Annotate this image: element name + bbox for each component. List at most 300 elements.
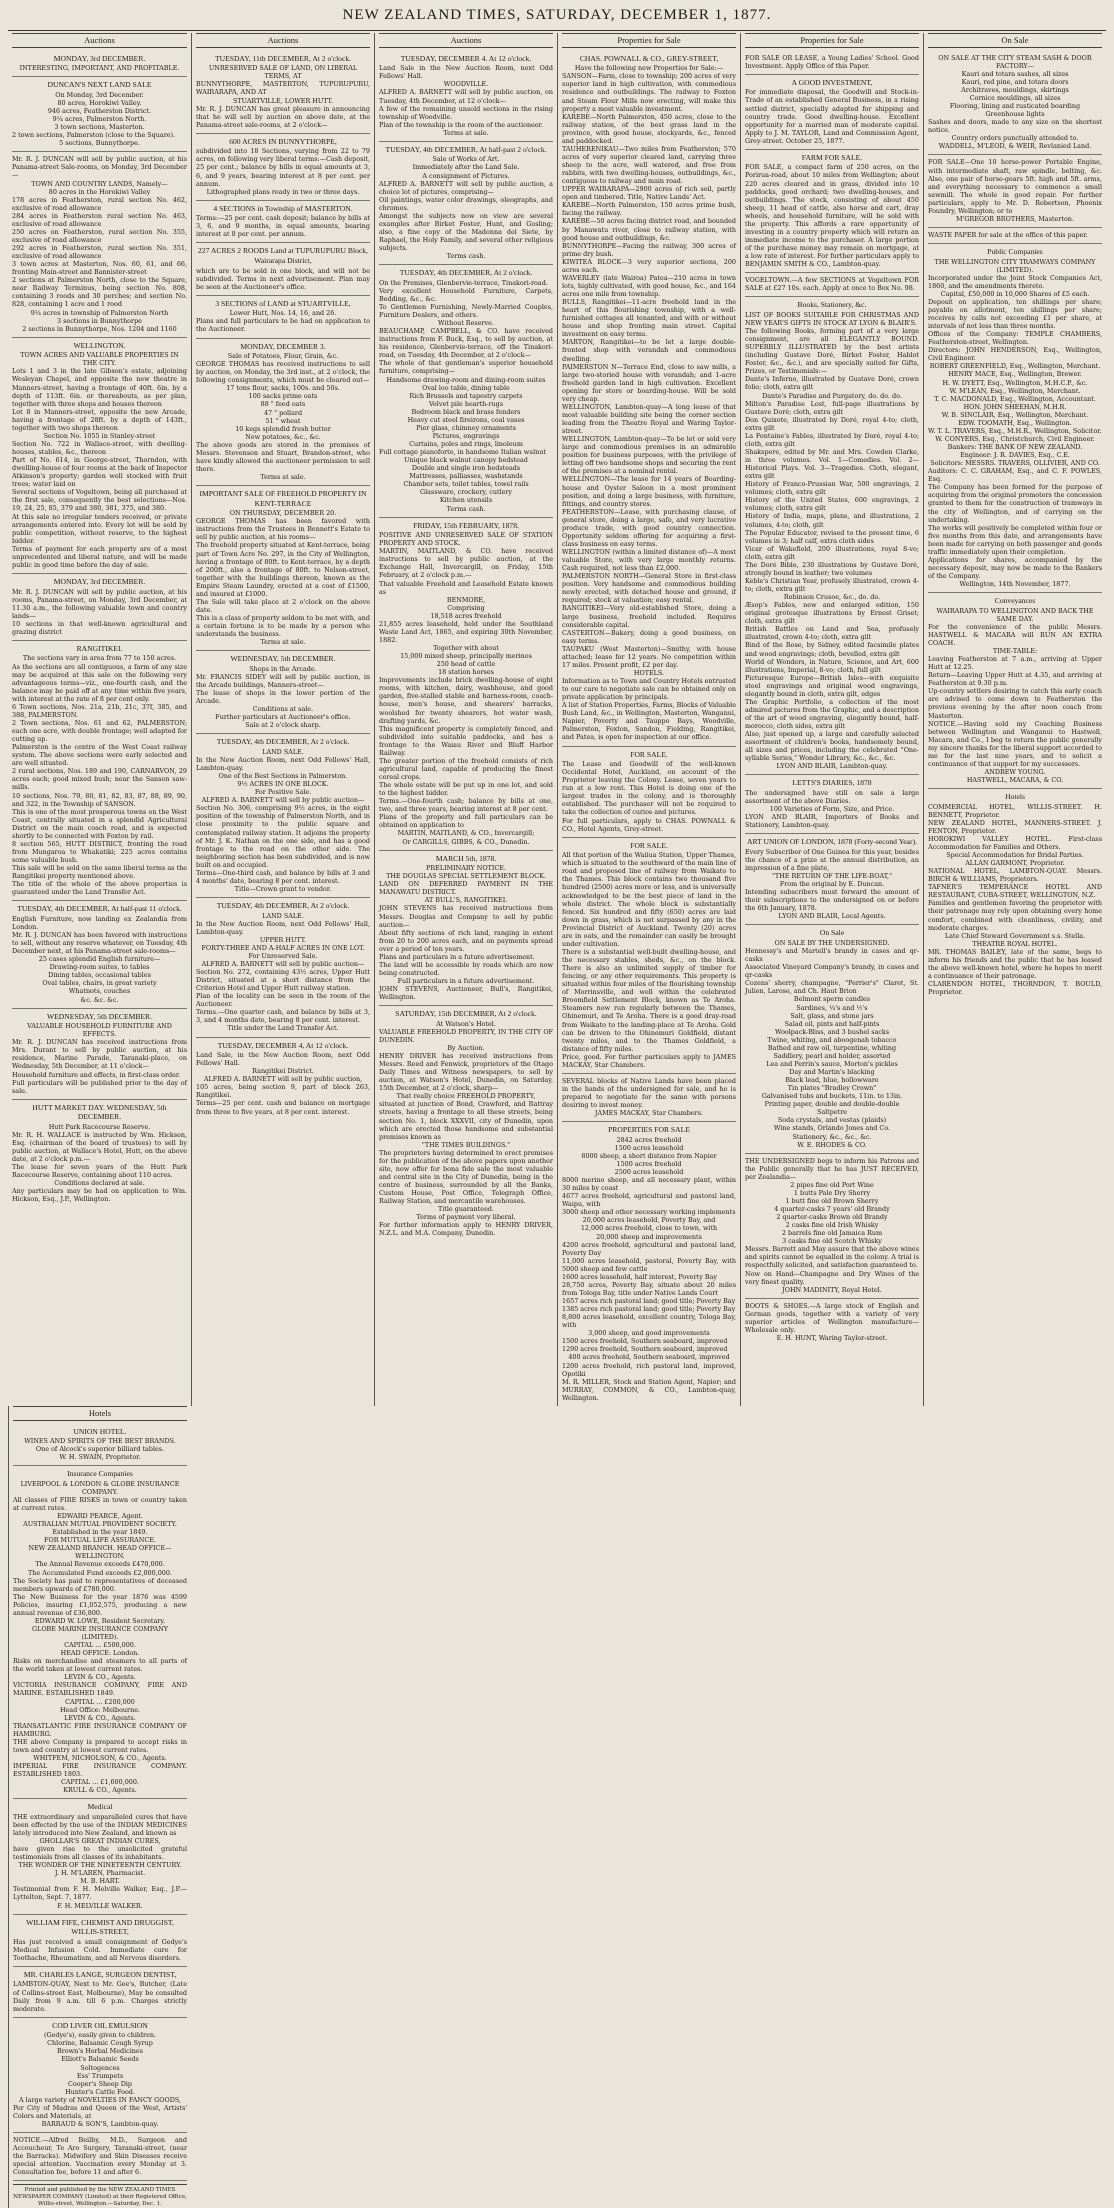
ad-text: Terms.—One-fourth cash; balance by bills at one, two, and three years, bearing interest at 8 per cent. xyxy=(379,797,553,814)
ad-text: Chamber sets, toilet tables, towel rails xyxy=(403,480,529,489)
column-1 xyxy=(8,33,191,1406)
ad-text: WOODVILLE. xyxy=(443,80,489,89)
ad-text: 47 " pollard xyxy=(263,408,303,417)
ad-title: TUESDAY, 4th DECEMBER, At 2 o'clock. xyxy=(216,901,350,911)
ad-text: A list of Station Properties, Farms, Blocks of Valuable Bush Land, &c., in Wellington, Masterton, Wanganui, Napier, Poverty and Tauppo Bays, Woodville, Palmerston, Foxton, Sandon, Fielding, Rangitikei, and Patea, is open for inspection at our office. xyxy=(562,701,736,742)
advertisement xyxy=(13,1799,187,1914)
ad-text: Offices of the Company: TEMPLE CHAMBERS, Featherston-street, Wellington. xyxy=(928,330,1102,347)
ad-text: Bedroom black and brass fenders xyxy=(411,407,521,416)
ad-text: W. CONYERS, Esq., Christchurch, Civil Engineer. xyxy=(935,434,1095,443)
ad-text: Plan of the locality can be seen in the room of the Auctioneer. xyxy=(196,992,370,1009)
ad-text: RANGITIKEI—Very old-established Store, doing a large business, freehold included. Requires considerable capital. xyxy=(562,604,736,629)
ad-text: Established in the year 1849. xyxy=(52,1528,148,1537)
ad-title: MR. CHARLES LANGE, SURGEON DENTIST, xyxy=(23,1969,177,1979)
ad-text: THE DOUGLAS SPECIAL SETTLEMENT BLOCK. xyxy=(386,872,546,881)
ad-text: 9¼ acres in township of Palmerston North xyxy=(30,308,169,317)
advertisement xyxy=(745,51,919,75)
ad-text: Wine stands, Orlando Jones and Co. xyxy=(773,1124,891,1133)
ad-text: The Society has paid to representatives of deceased members upwards of £780,000. xyxy=(13,1576,187,1593)
ad-text: 3 town acres at Masterton, Nos. 60, 61, and 66, fronting Main-street and Bannister-street xyxy=(12,260,187,277)
ad-text: Palmerston is the centre of the West Coast railway system. The above sections were early selected and are well situated. xyxy=(12,743,187,768)
ad-text: Mr. FRANCIS SIDEY will sell by public auction, in the Arcade buildings, Manners-street— xyxy=(196,672,370,689)
ad-text: Curtains, poles and rings, linoleum xyxy=(409,440,523,449)
ad-text: By Auction. xyxy=(447,1043,485,1052)
ad-text: 28,750 acres, Poverty Bay, situate about 20 miles from Tologa Bay, title under Native Lands Court xyxy=(562,1280,736,1297)
ad-text: WHITFEM, NICHOLSON, & CO., Agents. xyxy=(33,1753,167,1762)
ad-text: W. E. RHODES & CO. xyxy=(797,1140,867,1149)
ad-text: 946 acres, Featherston District. xyxy=(47,107,152,116)
ad-text: The New Business for the year 1876 was 4599 Policies, insuring £1,052,575, producing a new annual revenue of £36,800. xyxy=(13,1592,187,1617)
ad-text: 9½ ACRES IN ONE BLOCK. xyxy=(237,780,329,789)
ad-text: Incorporated under the Joint Stock Companies Act, 1860, and the amendments thereto. xyxy=(928,273,1102,290)
ad-text: Have the following new Properties for Sale:— xyxy=(574,64,724,73)
ad-text: J. H. M'LAREN, Pharmacist. xyxy=(54,1869,146,1878)
advertisement xyxy=(196,734,370,898)
ad-text: JOHN STEVENS, Auctioneer, Bull's, Rangitikei, Wellington. xyxy=(379,985,553,1002)
ad-text: For immediate disposal, the Goodwill and Stock-in-Trade of an established General Business, in a rising settled district, specially adapted for shipping and country trade. Good dwelling-house. Excellent opportunity for a married man of moderate capital. Apply to J. M. TAYLOR, Land and Commission Agent, Grey-street. October 25, 1877. xyxy=(745,88,919,145)
ad-text: which are to be sold in one block, and will not be subdivided. Terms in next advertisement. Plan may be seen at the Auctioneer's office. xyxy=(196,266,370,291)
ad-text: NOTICE.—Having sold my Coaching Business between Wellington and Wanganui to Hastwell, Macara, and Co., I beg to return the public generally my sincere thanks for the liberal support accorded to me for the last nine years, and to solicit a continuance of that support for my successors. xyxy=(928,719,1102,768)
ad-text: GEORGE THOMAS has received instructions to sell by auction, on Monday, the 3rd inst., at 2 o'clock, the following consignments, which must be cleared out— xyxy=(196,360,370,385)
advertisement xyxy=(562,1122,736,1406)
ad-text: WELLINGTON, Lambton-quay—To be let or sold very large and commodious premises in an admirable position for business purposes, with the privilege of letting off two handsome shops and securing the rent of the premises at a nominal rental. xyxy=(562,435,736,476)
ad-text: Cozens' sherry, champagne, "Perrier's" Claret, St. Julien, Larose, and Ch. Haut Brion xyxy=(745,979,919,996)
ad-text: The land will be accessible by roads which are now being constructed. xyxy=(379,960,553,977)
ad-text: Bind of the Rose, by Sidney, edited facsimile plates and wood engravings; cloth, bevelled, extra gilt xyxy=(745,641,919,658)
ad-text: The following Books, forming part of a very large consignment, are all ELEGANTLY BOUND. SUPERBLY ILLUSTRATED by the best artists (including Gustave Doré, Birket Foster, Hablot Foster, &c., &c.), and are specially suited for Gifts, Prizes, or Testimonials:— xyxy=(745,327,919,376)
ad-text: AT BULL'S, RANGITIKEI. xyxy=(424,896,508,905)
ad-text: Terms cash. xyxy=(446,504,486,513)
ad-title: TUESDAY, DECEMBER 4. At 12 o'clock. xyxy=(400,53,532,63)
ad-text: HON. JOHN SHEEHAN, M.H.R. xyxy=(963,402,1067,411)
ad-text: 9¼ acres, Palmerston North. xyxy=(52,115,147,124)
advertisement xyxy=(379,142,553,265)
ad-text: Double and single iron bedsteads xyxy=(411,464,521,473)
ad-text: HOROKIWI VALLEY HOTEL. First-class Accommodation for Families and Others. xyxy=(928,834,1102,851)
advertisement xyxy=(562,747,736,838)
ad-text: 80 acres in the Horokiwi Valley xyxy=(48,187,151,196)
ad-text: 3 sections in Bunnythorpe xyxy=(57,316,142,325)
ad-text: 250 head of cattle xyxy=(436,660,496,669)
ad-text: Household furniture and effects, in first-class order. xyxy=(12,1070,181,1079)
advertisement xyxy=(379,51,553,142)
ad-text: ALLAN GARMONT, Proprietor. xyxy=(965,859,1065,868)
ad-text: 4677 acres freehold, agricultural and pastoral land, Waipu, with xyxy=(562,1192,736,1209)
ad-text: 20,000 sheep and improvements xyxy=(596,1232,702,1241)
ad-title: PROPERTIES FOR SALE xyxy=(608,1125,690,1135)
ad-text: The sections vary in area from 77 to 150 acres. xyxy=(22,654,177,663)
ad-text: Oval tables, chairs, in great variety xyxy=(42,979,157,988)
ad-title: 227 ACRES 2 ROODS Land at TUPURUPURU Block, Wairarapa District, xyxy=(198,246,368,266)
ad-text: Whatnots, couches xyxy=(68,987,131,996)
ad-text: TAUPAKU (West Masterton)—Smithy, with house attached; lease for 12 years. No competition within 17 miles. Present profit, £2 per day. xyxy=(562,644,736,669)
ad-text: Terms at sale. xyxy=(260,638,306,647)
ad-text: The Graphic Portfolio, a collection of the most admired pictures from the Graphic, and a description of the art of wood engraving, elegantly bound, half-morocco, cloth sides, extra gilt xyxy=(745,697,919,731)
ad-text: Oil paintings, water color drawings, oleographs, and chromos. xyxy=(379,195,553,212)
ad-text: W. T. L. TRAVERS, Esq., M.H.R., Wellington, Solicitor. xyxy=(928,426,1102,435)
advertisement xyxy=(562,1074,736,1122)
ad-text: MARTIN, MAITLAND, & CO., Invercargill; xyxy=(397,829,535,838)
ad-text: Shakspere, edited by Mr. and Mrs. Cowden Clarke, in three volumes. Vol. 1—Comedies. Vol. 2—Historical Plays. Vol. 3—Tragedies. Cloth, elegant, extra gilt xyxy=(745,447,919,481)
ad-text: Title under the Land Transfer Act. xyxy=(227,1024,339,1033)
ad-title: Hotels xyxy=(1005,792,1025,802)
ad-text: Lot 8 in Manners-street, opposite the new Arcade, having a frontage of 28ft. by a depth of 143ft., together with two shops thereon xyxy=(12,407,187,432)
ad-text: M. R. MILLER, Stock and Station Agent, Napier; and MURRAY, COMMON, & CO., Lambton-quay, Wellington. xyxy=(562,1377,736,1402)
ad-text: English Furniture, now landing ex Zealandia from London. xyxy=(12,914,187,931)
ad-text: 2 sections in Bunnythorpe, Nos. 1204 and 1160 xyxy=(22,324,177,333)
ad-text: TAFNER'S TEMPERANCE HOTEL AND RESTAURANT, CUBA-STREET, WELLINGTON, N.Z. xyxy=(928,883,1102,900)
ad-text: 88 " feed oats xyxy=(260,400,306,409)
advertisement xyxy=(196,51,370,134)
ad-text: VALUABLE HOUSEHOLD FURNITURE AND EFFECTS. xyxy=(27,1022,172,1039)
ad-title: On Sale xyxy=(819,928,845,938)
ad-text: Kitchen utensils xyxy=(439,496,493,505)
ad-text: Pictures, engravings xyxy=(432,431,500,440)
ad-text: Sashes and doors, made to any size on the shortest notice. xyxy=(928,118,1102,135)
ad-text: Title—Crown grant to vendor. xyxy=(234,884,332,893)
ad-text: Solicitors: MESSRS. TRAVERS, OLLIVIER, AND CO. xyxy=(930,459,1100,468)
ad-text: Return—Leaving Upper Hutt at 4.35, and arriving at Featherston at 9.30 p.m. xyxy=(928,671,1102,688)
ad-text: Bankers: THE BANK OF NEW ZEALAND. xyxy=(947,443,1083,452)
ad-text: 10 kegs splendid fresh butter xyxy=(235,424,331,433)
ad-text: In the New Auction Room, next Odd Fellows' Hall, Lambton-quay. xyxy=(196,755,370,773)
advertisement xyxy=(745,75,919,150)
ad-title: WELLINGTON. xyxy=(73,340,126,350)
advertisement xyxy=(928,155,1102,228)
ad-text: Leaving Featherston at 7 a.m., arriving at Upper Hutt at 12.25. xyxy=(928,655,1102,672)
ad-text: ALFRED A. BARNETT will sell by public auction— xyxy=(201,959,365,968)
ad-text: Soltogences xyxy=(80,2063,120,2072)
ad-text: 18,518 acres freehold xyxy=(430,611,502,620)
advertisement xyxy=(12,641,187,901)
advertisement xyxy=(13,1466,187,1799)
ad-text: Glassware, crockery, cutlery xyxy=(419,488,513,497)
ad-text: MR. THOMAS BAILEY, late of the same, begs to inform his friends and the public that he has leased the above well-known hotel, where he hopes to merit a continuance of their patronage. xyxy=(928,947,1102,980)
column-header: Auctions xyxy=(196,33,370,48)
column-header: Auctions xyxy=(379,33,553,48)
ad-text: Sale at 2 o'clock sharp. xyxy=(245,721,321,730)
ad-text: 1500 acres freehold xyxy=(616,1159,682,1168)
advertisement xyxy=(745,775,919,834)
ad-title: 600 ACRES IN BUNNYTHORPE, xyxy=(229,136,337,146)
ad-text: M'GREGOR BROTHERS, Masterton. xyxy=(956,214,1074,223)
ad-text: FOR SALE—One 10 horse-power Portable Engine, with intermediate shaft, raw spindle, belting, &c. Also, one pair of horse-gears 5ft. high and 5ft. arms, and everything necessary to commence a small sawmill. The whole in good repair. For further particulars, apply to Mr. D. Robertson, Phoenix Foundry, Wellington; or to xyxy=(928,158,1102,215)
ad-text: 2 casks fine old Irish Whisky xyxy=(785,1221,879,1230)
ad-text: JAMES MACKAY, Star Chambers. xyxy=(594,1109,704,1118)
advertisement xyxy=(12,51,187,78)
ad-text: Day and Martin's blacking xyxy=(789,1068,875,1077)
ad-text: Black lead, blue, hollowware xyxy=(785,1076,879,1085)
ad-text: Elliott's Balsamic Seeds xyxy=(61,2055,139,2064)
ad-text: Mattresses, palliasses, washstands xyxy=(409,472,523,481)
ad-text: Together with about xyxy=(433,644,499,653)
ad-text: THE WELLINGTON CITY TRAMWAYS COMPANY (LIMITED). xyxy=(934,257,1096,274)
ad-title: FOR SALE. xyxy=(630,749,668,759)
ad-text: On Monday, 3rd December. xyxy=(55,90,144,99)
ad-text: LEVIN & CO., Agents. xyxy=(64,1673,136,1682)
ad-title: CHAS. POWNALL & CO., GREY-STREET, xyxy=(579,53,719,63)
ad-text: 8 section 565, HUTT DISTRICT, fronting the road from Mungaroa to Whakatiki; 225 acres contains some valuable bush. xyxy=(12,839,187,865)
ad-text: Engineer: J. R. DAVIES, Esq., C.E. xyxy=(960,451,1070,460)
ad-title: Medical xyxy=(87,1802,113,1812)
ad-text: NEW ZEALAND BRANCH. HEAD OFFICE—WELLINGTON. xyxy=(28,1544,172,1561)
ad-text: Robinson Crusoe, &c., do. do. xyxy=(783,593,881,602)
ad-text: Comprising xyxy=(447,603,485,612)
advertisement xyxy=(562,838,736,1074)
ad-text: WASTE PAPER for sale at the office of this paper. xyxy=(928,230,1088,239)
ad-text: Has just received a small consignment of Gedye's Medical Infusion Cold. Immediate cure for Toothache, Rheumatism, and all Nervous disorders. xyxy=(13,1937,187,1962)
ad-text: The proprietors having determined to erect premises for the publication of the above papers upon another site, now offer for bona fide sale the most valuable and central site in the City of Dunedin, being in the centre of business, surrounded by all the Banks, Custom House, Post Office, Telegraph Office, Railway Station, and mercantile warehouses. xyxy=(379,1148,553,1206)
ad-text: Improvements include brick dwelling-house of eight rooms, with kitchen, dairy, washhouse, and good garden, five-stalled stable and harness-room, coach-house, men's house, and shearers' barracks, woolshed for twenty shearers, hot water wash, drafting yards, &c. xyxy=(379,676,553,725)
ad-text: BENMORE, xyxy=(446,595,486,604)
ad-text: 10 sections, Nos. 79, 80, 81, 82, 83, 87, 88, 89, 90, and 322, in the Township of SANSON. xyxy=(12,791,187,808)
ad-text: 292 acres in Featherston, rural section No. 351, exclusive of road allowance xyxy=(12,244,187,261)
ad-text: Wellington, 14th November, 1877. xyxy=(959,580,1071,589)
advertisement xyxy=(196,134,370,201)
ad-text: 1600 acres leasehold, half interest, Poverty Bay xyxy=(562,1272,717,1281)
ad-text: Twine, whiting, and aboogenah tobacco xyxy=(767,1035,897,1044)
ad-text: Immediately after the Land Sale. xyxy=(412,163,520,172)
advertisement xyxy=(928,228,1102,244)
ad-text: 21,855 acres leasehold, held under the Southland Waste Land Act, 1865, and expiring 30th November, 1882. xyxy=(379,619,553,644)
ad-title: 3 SECTIONS of LAND at STUARTVILLE, xyxy=(215,298,351,308)
ad-text: 4 quarter-casks 7 years' old Brandy xyxy=(774,1205,890,1214)
ad-title: Insurance Companies xyxy=(67,1469,133,1479)
ad-text: Full particulars will be published prior to the day of sale. xyxy=(12,1078,187,1095)
ad-text: Mr. R. J. DUNCAN has great pleasure in announcing that he will sell by auction on above date, at the Panama-street sale-rooms, at 2 o'clock— xyxy=(196,104,370,129)
ad-text: There is a substantial well-built dwelling-house, and the necessary stables, sheds, &c., on the block. There is also an unlimited supply of timber for fencing, or any other requirements. This property is situated within four miles of the flourishing township of Morrinsville, and well within the celebrated Broomfield Settlement Block, known as Te Aroha. Steamers now run regularly between the Thames, Ohinemuri, and Te Aroha. There is a good dray-road from Waikato to the landing-place at Te Aroha. Gold can be driven to the Ohinemuri Goldfield, distant twenty miles, and to the Thames Goldfield, a distance of fifty miles. xyxy=(562,947,736,1053)
ad-text: EDWARD PEARCE, Agent. xyxy=(57,1512,143,1521)
ad-text: The whole estate will be put up in one lot, and sold to the highest bidder. xyxy=(379,781,553,798)
ad-text: Printing paper, double and double-double xyxy=(764,1100,900,1109)
ad-text: On the Premises, Glenbervie-terrace, Tinakori-road. xyxy=(379,278,548,287)
ad-text: 2 town sections, Palmerston (close to the Square). xyxy=(12,131,176,140)
ad-text: KAREBE—North Palmerston, 150 acres prime bush, facing the railway. xyxy=(562,201,736,218)
ad-text: PRELIMINARY NOTICE. xyxy=(426,864,506,873)
ad-text: Plans of the property and full particulars can be obtained on application to xyxy=(379,813,553,830)
ad-text: WELLINGTON (within a limited distance of)—A most valuable Store, with very large monthly returns. Cash required, not less than £2,000. xyxy=(562,548,736,573)
ad-text: The title of the whole of the above properties is guaranteed under the Land Transfer Act. xyxy=(12,880,187,897)
advertisement xyxy=(12,1100,187,1208)
ad-text: THE above Company is prepared to accept risks in town and country at lowest current rates. xyxy=(13,1737,187,1754)
ad-text: For Unreserved Sale. xyxy=(248,951,318,960)
ad-text: ROBERT GREENFIELD, Esq., Wellington, Merchant. xyxy=(929,362,1101,371)
ad-title: MONDAY, 3rd DECEMBER. xyxy=(53,53,146,63)
ad-text: Drawing-room suites, to tables xyxy=(49,963,150,972)
ad-text: Tin plates "Bradley Crown" xyxy=(787,1084,877,1093)
ad-text: F. H. MELVILLE WALKER. xyxy=(57,1901,143,1910)
advertisement xyxy=(12,77,187,152)
advertisement xyxy=(928,244,1102,593)
ad-text: UPPER HUTT. xyxy=(259,935,307,944)
ad-text: Pier glass, chimney ornaments xyxy=(416,423,516,432)
ad-text: BULLS, Rangitikei—11-acre freehold land in the heart of this flourishing township, with a well-furnished cottages all tenanted, and with or without house and shop fronting main street. Capital investment on easy terms. xyxy=(562,298,736,339)
ad-text: INTERESTING, IMPORTANT, AND PROFITABLE. xyxy=(19,64,180,73)
ad-text: ON SALE AT THE CITY STEAM SASH & DOOR FACTORY— xyxy=(938,53,1092,70)
ad-text: MARTON, Rangitikei—to be let a large double-fronted shop with verandah and commodious dwelling. xyxy=(562,338,736,363)
advertisement xyxy=(745,1154,919,1299)
ad-text: The Lease and Goodwill of the well-known Occidental Hotel, Auckland, on account of the Proprietor leaving the Colony. Lease, seven years to run at a low rent. This Hotel is doing one of the largest trades in the colony, and is thoroughly established. The purchaser will not be required to take the collection of curios and pictures. xyxy=(562,760,736,817)
ad-text: 2842 acres freehold xyxy=(616,1135,682,1144)
ad-text: 11,000 acres leasehold, pastoral, Poverty Bay, with 5000 sheep and few cattle xyxy=(562,1256,736,1273)
ad-text: M. B. HART. xyxy=(80,1877,120,1886)
advertisement xyxy=(562,51,736,747)
ad-text: One of the Best Sections in Palmerston. xyxy=(218,772,348,781)
ad-text: Plan of the township is the room of the auctioneer. xyxy=(379,120,544,129)
ad-text: LIVERPOOL & LONDON & GLOBE INSURANCE COMPANY. xyxy=(20,1479,180,1496)
ad-text: 105 acres, being section 9, part of block 263, Rangitikei. xyxy=(196,1083,370,1100)
ad-text: Title guaranteed. xyxy=(438,1205,494,1214)
ad-text: ALFRED A. BARNETT will sell by public auction, a choice lot of pictures, comprising— xyxy=(379,179,553,196)
column-6 xyxy=(923,33,1106,1406)
ad-title: TUESDAY, DECEMBER 4, At 12 o'clock. xyxy=(217,1040,349,1050)
ad-text: Full particulars in a future advertisement. xyxy=(397,977,535,986)
ad-text: KAREBE—North Palmerston, 450 acres, close to the railway station, of the best grass land in the province, with good house, stockyards, &c., fenced and paddocked. xyxy=(562,112,736,145)
newspaper-columns xyxy=(8,33,1106,2208)
ad-text: To Gentlemen Furnishing, Newly-Married Couples, Furniture Dealers, and others. xyxy=(379,302,553,320)
ad-title: MONDAY, DECEMBER 3. xyxy=(240,341,326,351)
ad-text: BOOTS & SHOES.—A large stock of English and German goods, together with a variety of very superior articles of Wellington manufacture—Wholesale only. xyxy=(745,1301,919,1334)
ad-title: FARM FOR SALE. xyxy=(801,152,863,162)
ad-text: Kauri, red pine, and totara doors xyxy=(961,77,1069,86)
ad-title: WEDNESDAY, 5th DECEMBER. xyxy=(46,1011,153,1021)
ad-text: Velvet pile hearth-rugs xyxy=(429,399,503,408)
ad-text: 20,000 acres leasehold, Poverty Bay, and xyxy=(582,1216,716,1225)
ad-text: History of the United States, 600 engravings, 2 volumes; cloth, extra gilt xyxy=(745,496,919,513)
ad-text: Soda crystals, and vestas (plaids) xyxy=(777,1116,887,1125)
ad-text: TOWN AND COUNTRY LANDS, Namely— xyxy=(31,179,168,188)
ad-text: Belmont sperm candles xyxy=(793,995,871,1004)
ad-text: Shops in the Arcade. xyxy=(249,664,317,673)
ad-text: Terms.—One quarter cash, and balance by bills at 3, 3, and 4 months date, bearing 8 per cent. interest. xyxy=(196,1008,370,1025)
ad-text: 4200 acres freehold, agricultural and pastoral land, Poverty Day xyxy=(562,1240,736,1257)
ad-text: LYON AND BLAIR, Local Agents. xyxy=(778,912,886,921)
ad-text: Mr. R. J. DUNCAN has been favored with instructions to sell, without any reserve whatever, on Tuesday, 4th December next, at his Panama-street sale-rooms— xyxy=(12,931,187,956)
ad-text: The Annual Revenue exceeds £470,000. xyxy=(35,1560,165,1569)
ad-text: One of Alcock's superior billiard tables. xyxy=(35,1445,165,1454)
ad-text: The greater portion of the freehold consists of rich agricultural land, capable of producing the finest cereal crops. xyxy=(379,756,553,782)
ad-text: Information as to Town and Country Hotels entrusted to our care to negotiate sale can be obtained only on private application by principals. xyxy=(562,677,736,702)
ad-text: The Accumulated Fund exceeds £2,000,000. xyxy=(28,1568,172,1577)
column-header: Properties for Sale xyxy=(562,33,736,48)
ad-text: For full particulars, apply to CHAS. POWNALL & CO., Hotel Agents, Grey-street. xyxy=(562,816,736,833)
ad-title: Books, Stationery, &c. xyxy=(797,300,867,310)
ad-text: CLARENDON HOTEL, THORNDON, T. BOULD, Proprietor. xyxy=(928,980,1102,997)
ad-title: A GOOD INVESTMENT, xyxy=(791,77,873,87)
ad-text: 6 Town sections, Nos. 21a, 21b, 21c, 37f, 385, and 388, PALMERSTON. xyxy=(12,702,187,719)
ad-text: Sale of Potatoes, Flour, Grain, &c. xyxy=(227,352,339,361)
ad-text: Plans and particulars in a future advertisement. xyxy=(379,952,535,961)
ad-text: Dante's Inferno, illustrated by Gustave Doré, crown folio; cloth, extra gilt xyxy=(745,375,919,392)
ad-text: VICTORIA INSURANCE COMPANY, FIRE AND MARINE. ESTABLISHED 1849. xyxy=(13,1681,187,1698)
ad-text: Æsop's Fables, new and enlarged edition, 150 original grotesque illustrations by Ernest Griset; cloth, extra gilt xyxy=(745,601,919,626)
ad-text: AUSTRALIAN MUTUAL PROVIDENT SOCIETY. xyxy=(23,1520,177,1529)
advertisement xyxy=(745,150,919,273)
ad-text: The Sale will take place at 2 o'clock on the above date. xyxy=(196,597,370,614)
ad-text: HENRY DRIVER has received instructions from Messrs. Reed and Fenwick, proprietors of the Otago Daily Times and Witness newspapers, to sell by auction, at Watson's Hotel, Dunedin, on Saturday, 15th December, at 2 o'clock, sharp— xyxy=(379,1052,553,1093)
ad-text: In the New Auction Room, next Odd Fellows' Hall, Lambton-quay. xyxy=(196,919,370,936)
ad-text: GEORGE THOMAS has been favored with instructions from the Trustees in Bennett's Estate to sell by public auction, at his rooms— xyxy=(196,517,370,542)
ad-text: Up-country settlers desiring to catch this early coach are advised to come down to Featherston the previous evening by the after noon coach from Masterton. xyxy=(928,687,1102,720)
ad-text: 18 station horses xyxy=(438,668,494,677)
advertisement xyxy=(13,2018,187,2133)
ad-text: That valuable Freehold and Leasehold Estate known as xyxy=(379,579,553,596)
ad-text: The lease for seven years of the Hutt Park Racecourse Reserve, containing about 110 acres. xyxy=(12,1163,187,1180)
ad-text: Further particulars at Auctioneer's office. xyxy=(215,713,351,722)
ad-text: FOR MUTUAL LIFE ASSURANCE. xyxy=(44,1536,156,1545)
ad-text: Now on Hand—Champagne and Dry Wines of the very finest quality. xyxy=(745,1269,919,1286)
ad-text: Sardines, ¼'s and ½'s xyxy=(796,1003,868,1012)
ad-text: IMPERIAL FIRE INSURANCE COMPANY. ESTABLISHED 1803. xyxy=(13,1762,187,1779)
ad-text: TIME-TABLE: xyxy=(992,647,1038,656)
ad-text: Picturesque Europe—British Isles—with exquisite steel engravings and original wood engravings, elegantly bound in cloth, extra gilt, edges xyxy=(745,673,919,698)
ad-text: TOWN ACRES AND VALUABLE PROPERTIES IN THE CITY. xyxy=(20,351,179,368)
ad-text: Without Reserve. xyxy=(438,319,494,328)
ad-text: CAPITAL ... £500,000. xyxy=(64,1641,136,1650)
ad-text: LAMBTON-QUAY, Next to Mr. Gee's, Butcher, (Late of Collins-street East, Melbourne), May be consulted Daily from 9 a.m. till 6 p.m. Charges strictly moderate. xyxy=(13,1980,187,2013)
ad-text: Saddlery, pearl and holder, assorted xyxy=(773,1051,891,1060)
ad-text: This magnificent property is completely fenced, and subdivided into suitable paddocks, and has a frontage to the Waiau River and Bluff Harbor Railway. xyxy=(379,724,553,757)
ad-text: HENRY MACE, Esq., Wellington, Brewer. xyxy=(948,370,1082,379)
ad-text: That really choice FREEHOLD PROPERTY, xyxy=(396,1092,536,1101)
ad-text: Mr. R. J. DUNCAN will sell by public auction, at his rooms, Panama-street, on Monday, 3rd December, at 11.30 a.m., the following valuable town and country lands— xyxy=(12,587,187,620)
ad-text: Every Subscriber of One Guinea for this year, besides the chance of a prize at the annual distribution, an impression of a fine plate, xyxy=(745,847,919,873)
advertisement xyxy=(379,265,553,517)
ad-text: FORTY-THREE AND A-HALF ACRES IN ONE LOT. xyxy=(201,943,365,952)
ad-text: FEATHERSTON—Lease, with purchasing clause, of general store, doing a large, safe, and very lucrative produce trade, with good country connection. Opportunity seldom offering for acquiring a first-class business on easy terms. xyxy=(562,507,736,548)
ad-text: VALUABLE FREEHOLD PROPERTY, IN THE CITY OF DUNEDIN. xyxy=(379,1027,553,1044)
ad-text: JOHN STEVENS has received instructions from Messrs. Douglas and Company to sell by public auction— xyxy=(379,904,553,929)
advertisement xyxy=(196,486,370,651)
ad-text: HOTELS. xyxy=(633,668,665,677)
ad-text: 15,000 mixed sheep, principally merinos xyxy=(400,652,532,661)
ad-text: The Company has been formed for the purpose of acquiring from the original promoters the concession granted to them for the construction of tramways in the city of Wellington, and of carrying on the undertaking. xyxy=(928,483,1102,524)
ad-text: THE extraordinary and unparalleled cures that have been effected by the use of the INDIAN MEDICINES lately introduced into New Zealand, and known as xyxy=(13,1812,187,1837)
ad-text: SEVERAL blocks of Native Lands have been placed in the hands of the undersigned for sale, and he is prepared to negotiate for the same with persons desiring to invest money. xyxy=(562,1076,736,1110)
ad-text: Sale of Works of Art. xyxy=(432,155,500,164)
ad-text: From the original by E. Duncan. xyxy=(779,880,885,889)
ad-title: FRIDAY, 15th FEBRUARY, 1878. xyxy=(413,520,519,530)
ad-text: The works will positively be completed within four or five months from this date, and arrangements have been made for carrying on both passenger and goods traffic immediately upon their completion. xyxy=(928,523,1102,556)
ad-text: 2 pipes fine old Port Wine xyxy=(790,1180,874,1189)
ad-text: KRULL & CO., Agents. xyxy=(63,1786,137,1795)
column-3 xyxy=(374,33,557,1406)
column-header: Properties for Sale xyxy=(745,33,919,48)
ad-text: UNRESERVED SALE OF LAND, ON LIBERAL TERMS, AT xyxy=(208,64,358,81)
ad-text: WAIRARAPA TO WELLINGTON AND BACK THE SAME DAY. xyxy=(936,606,1094,623)
ad-text: MARTIN, MAITLAND, & CO. have received instructions to sell by public auction, at the Exchange Hall, Invercargill, on Friday, 15th February, at 2 o'clock p.m.— xyxy=(379,547,553,580)
ad-text: COMMERCIAL HOTEL, WILLIS-STREET. H. BENNETT, Proprietor. xyxy=(928,802,1102,819)
ad-text: Unique black walnut canopy bedstead xyxy=(404,456,528,465)
advertisement xyxy=(928,51,1102,156)
ad-text: Price, good. For further particulars apply to JAMES MACKAY, Star Chambers. xyxy=(562,1052,736,1069)
ad-text: For further information apply to HENRY DRIVER, N.Z.L. and M.A. Company, Dunedin. xyxy=(379,1221,553,1238)
ad-title: Conveyances xyxy=(994,596,1036,606)
ad-text: PAIMERSTON N—Terrace End, close to saw mills, a large two-storied house with verandah; and 1-acre freehold garden land in high cultivation. Excellent opening for store or boarding-house. Will be sold very cheap. xyxy=(562,362,736,403)
ad-text: All that portion of the Waiiua Station, Upper Thames, which is situated to the southward of the main line of road and proposed line of railway from Waikato to the Thames. This block contains two thousand five hundred (2500) acres more or less, and is universally acknowledged to be the best piece of land in the whole district. The whole block is substantially fenced. Six hundred and fifty (650) acres are laid down in grass, which is not surpassed by any in the Provincial District of Auckland. Twenty (20) acres are in oats, and the remainder can easily be brought under cultivation. xyxy=(562,851,736,948)
ad-text: T. C. MACDONALD, Esq., Wellington, Accountant. xyxy=(934,394,1096,403)
imprint-footer: Printed and published by the NEW ZEALAND TIMES NEWSPAPER COMPANY (Limited) at their Registered Office, Willis-street, Wellington.—Saturday, Dec. 1. xyxy=(13,2184,187,2208)
ad-text: 250 acres on Featherston, rural section No. 355, exclusive of road allowance xyxy=(12,227,187,244)
ad-text: Cooper's Sheep Dip xyxy=(67,2079,133,2088)
ad-text: Mr. R. J. DUNCAN has received instructions from Mrs. Durant to sell by public auction, at his residence, Marine Parade, Taranaki-place, on Wednesday, 5th December, at 11 o'clock— xyxy=(12,1038,187,1071)
ad-text: Ess' Trumpets xyxy=(76,2071,124,2080)
ad-text: La Fontaine's Fables, illustrated by Doré, royal 4-to; cloth, extra gilt xyxy=(745,431,919,448)
ad-text: Heavy cut steel fireirons, coal vases xyxy=(407,415,525,424)
ad-text: A few of the remaining unsold sections in the rising township of Woodville. xyxy=(379,104,553,121)
advertisement xyxy=(12,901,187,1008)
ad-title: SATURDAY, 15th DECEMBER, At 2 o'clock. xyxy=(395,1009,537,1019)
